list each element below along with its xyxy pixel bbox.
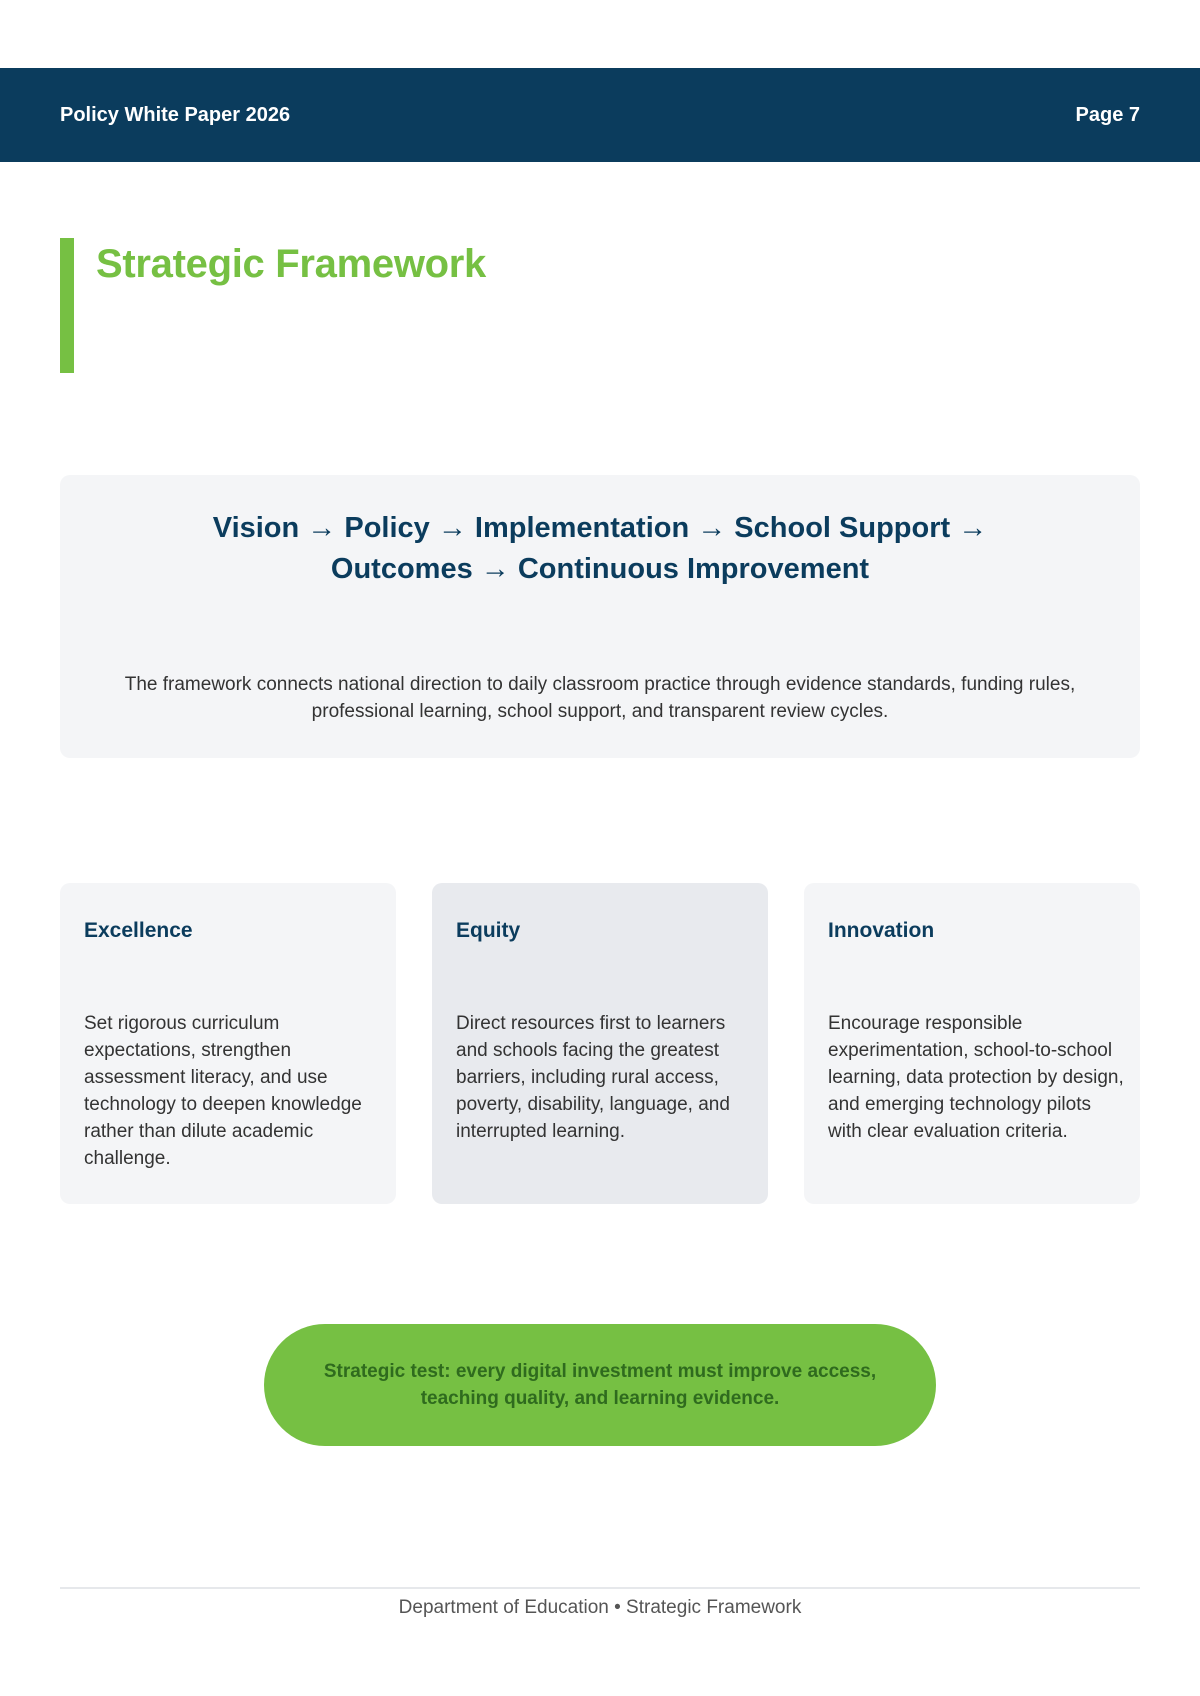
title-accent-bar (60, 238, 74, 373)
pillar-card-innovation (804, 883, 1140, 1204)
pillar-card-equity (432, 883, 768, 1204)
page-title: Strategic Framework (96, 242, 487, 286)
framework-flow-chain (120, 508, 1080, 590)
footer-divider (60, 1587, 1140, 1589)
pillar-title: Innovation (828, 919, 935, 942)
pillar-title: Equity (456, 919, 521, 942)
pillar-title: Excellence (84, 919, 193, 942)
framework-description: The framework connects national direction to daily classroom practice through evidence standards, funding rules, professional learning, school support, and transparent review cycles. (124, 674, 1076, 722)
flow-chain-line-2: Outcomes → Continuous Improvement (330, 553, 870, 585)
callout-text: Strategic test: every digital investment must improve access, teaching quality, and learning evidence. (323, 1361, 877, 1409)
page-number: Page 7 (1075, 104, 1140, 126)
footer-text: Department of Education • Strategic Framework (398, 1597, 802, 1618)
pillar-card-excellence (60, 883, 396, 1204)
strategic-test-callout (264, 1324, 936, 1446)
pillar-body: Set rigorous curriculum expectations, strengthen assessment literacy, and use technology to deepen knowledge rather than dilute academic challenge. (84, 1013, 362, 1169)
flow-chain-line-1: Vision → Policy → Implementation → School Support → (212, 512, 988, 544)
document-title: Policy White Paper 2026 (60, 104, 291, 126)
pillar-body: Encourage responsible experimentation, school-to-school learning, data protection by design, and emerging technology pilots with clear evaluation criteria. (828, 1013, 1124, 1142)
pillar-body: Direct resources first to learners and schools facing the greatest barriers, including rural access, poverty, disability, language, and interrupted learning. (456, 1013, 730, 1142)
